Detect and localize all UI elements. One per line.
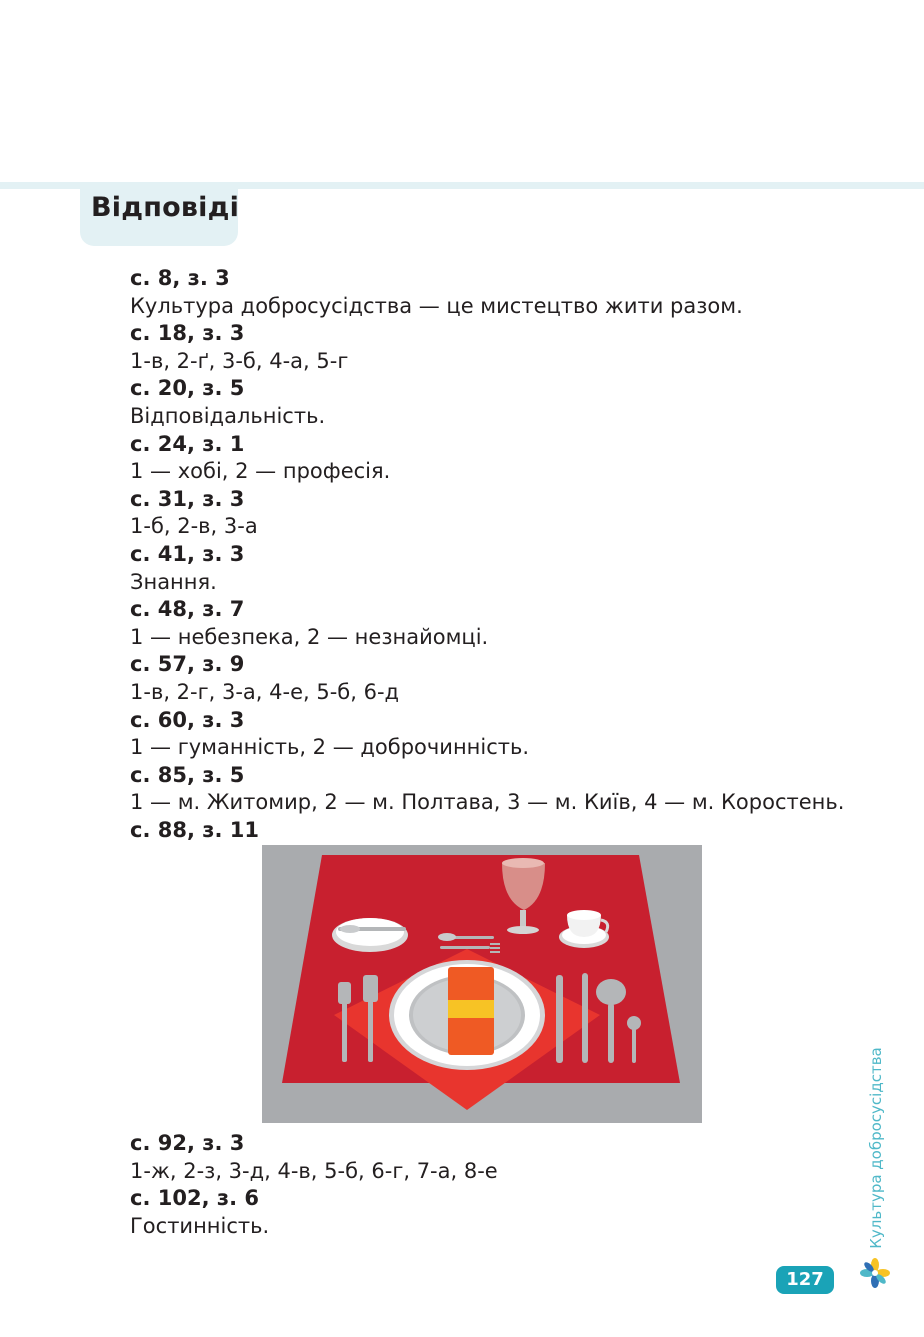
answer-text: 1-б, 2-в, 3-а — [130, 514, 258, 539]
section-side-label: Культура добросусідства — [867, 1047, 885, 1249]
answers-list — [130, 265, 870, 844]
table-setting-illustration — [262, 845, 702, 1123]
answer-text: 1 — небезпека, 2 — незнайомці. — [130, 624, 489, 649]
answer-ref: с. 18, з. 3 — [130, 321, 245, 346]
answer-entry — [130, 762, 870, 817]
answer-entry — [130, 817, 870, 845]
page-title: Відповіді — [91, 192, 240, 223]
answer-text: 1 — м. Житомир, 2 — м. Полтава, 3 — м. Київ, 4 — м. Коростень. — [130, 790, 845, 815]
answer-text: Знання. — [130, 569, 217, 594]
answer-ref: с. 48, з. 7 — [130, 597, 245, 622]
answer-entry — [130, 651, 870, 706]
answer-ref: с. 57, з. 9 — [130, 652, 245, 677]
page-number-badge: 127 — [776, 1266, 834, 1294]
answer-ref: с. 88, з. 11 — [130, 817, 259, 842]
answer-entry — [130, 431, 870, 486]
answer-entry — [130, 596, 870, 651]
answer-ref: с. 20, з. 5 — [130, 376, 245, 401]
answer-ref: с. 92, з. 3 — [130, 1131, 245, 1155]
answer-entry — [130, 486, 870, 541]
answer-entry — [130, 1130, 870, 1185]
answer-entry — [130, 320, 870, 375]
answer-text: 1 — гуманність, 2 — доброчинність. — [130, 735, 530, 760]
answer-text: 1-в, 2-ґ, 3-б, 4-а, 5-г — [130, 348, 349, 373]
answer-text: Культура добросусідства — це мистецтво жити разом. — [130, 293, 743, 318]
answer-text: 1-в, 2-г, 3-а, 4-е, 5-б, 6-д — [130, 679, 400, 704]
answer-text: Гостинність. — [130, 1213, 270, 1238]
answer-ref: с. 60, з. 3 — [130, 707, 245, 732]
answer-entry — [130, 375, 870, 430]
answer-ref: с. 102, з. 6 — [130, 1186, 259, 1211]
answer-text: 1 — хобі, 2 — професія. — [130, 459, 391, 484]
answer-ref: с. 41, з. 3 — [130, 541, 245, 566]
answers-list-continued — [130, 1130, 870, 1240]
answer-entry — [130, 541, 870, 596]
answer-text: 1-ж, 2-з, 3-д, 4-в, 5-б, 6-г, 7-а, 8-е — [130, 1158, 498, 1183]
answer-ref: с. 24, з. 1 — [130, 431, 245, 456]
flower-icon — [860, 1258, 890, 1288]
answer-entry — [130, 265, 870, 320]
answer-ref: с. 85, з. 5 — [130, 762, 245, 787]
answer-entry — [130, 707, 870, 762]
answer-text: Відповідальність. — [130, 403, 326, 428]
answer-entry — [130, 1185, 870, 1240]
answer-ref: с. 8, з. 3 — [130, 266, 230, 290]
answer-ref: с. 31, з. 3 — [130, 486, 245, 511]
